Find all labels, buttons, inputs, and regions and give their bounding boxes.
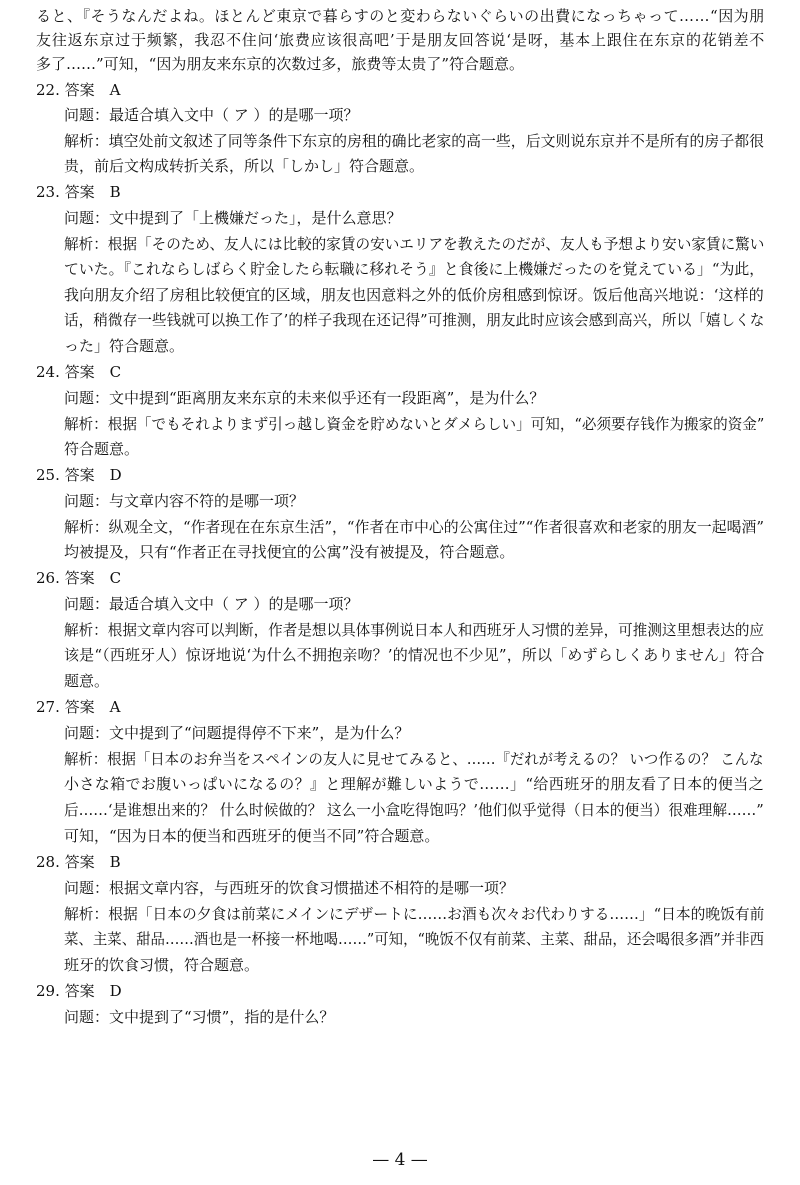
text-line: 问题：文中提到了“问题提得停不下来”，是为什么？	[64, 724, 410, 742]
answer-heading: 28. 答案 B	[36, 853, 121, 871]
text-line: 题意。	[64, 672, 110, 690]
text-line: 解析：填空处前文叙述了同等条件下东京的房租的确比老家的高一些，后文则说东京并不是所有的房子都很	[64, 132, 765, 150]
answer-heading: 25. 答案 D	[36, 466, 122, 484]
text-line: 问题：文中提到了“习惯”，指的是什么？	[64, 1008, 335, 1026]
text-line: 解析：根据「日本のお弁当をスペインの友人に見せてみると、……『だれが考えるの？ いつ作るの？ こんな	[64, 750, 764, 768]
text-line: 该是“（西班牙人）惊讶地说‘为什么不拥抱亲吻？’的情况也不少见”，所以「めずらしくありません」符合	[64, 646, 765, 664]
text-line: 解析：根据「でもそれよりまず引っ越し資金を貯めないとダメらしい」可知，“必须要存钱作为搬家的资金”	[64, 415, 765, 433]
answer-heading: 23. 答案 B	[36, 183, 121, 201]
answer-heading: 27. 答案 A	[36, 698, 121, 716]
text-line: 后……‘是谁想出来的？ 什么时候做的？ 这么一小盒吃得饱吗？’他们似乎觉得（日本的便当）很难理解……”	[64, 801, 764, 819]
text-line: 解析：根据「そのため、友人には比較的家賃の安いエリアを教えたのだが、友人も予想より安い家賃に驚い	[64, 235, 765, 253]
page-number: — 4 —	[372, 1150, 428, 1170]
text-line: 问题：最适合填入文中（ ア ）的是哪一项？	[64, 106, 359, 124]
text-line: 解析：纵观全文，“作者现在在东京生活”，“作者在市中心的公寓住过”“作者很喜欢和老家的朋友一起喝酒”	[64, 518, 765, 536]
text-line: 贵，前后文构成转折关系，所以「しかし」符合题意。	[64, 157, 425, 175]
text-line: 友往返东京过于频繁，我忍不住问‘旅费应该很高吧’于是朋友回答说‘是呀，基本上跟住在东京的花销差不	[36, 31, 766, 49]
text-line: 我向朋友介绍了房租比较便宜的区域，朋友也因意料之外的低价房租感到惊讶。饭后他高兴地说：‘这样的	[64, 286, 764, 304]
text-line: 可知，“因为日本的便当和西班牙的便当不同”符合题意。	[64, 827, 440, 845]
answer-heading: 26. 答案 C	[36, 569, 122, 587]
text-line: 问题：最适合填入文中（ ア ）的是哪一项？	[64, 595, 359, 613]
text-line: 班牙的饮食习惯，符合题意。	[64, 956, 260, 974]
answer-heading: 24. 答案 C	[36, 363, 122, 381]
answer-heading: 29. 答案 D	[36, 982, 122, 1000]
text-line: 菜、主菜、甜品……酒也是一杯接一杯地喝……”可知，“晚饭不仅有前菜、主菜、甜品，还会喝很多酒”并非西	[64, 930, 765, 948]
text-line: 话，稍微存一些钱就可以换工作了’的样子我现在还记得”可推测，朋友此时应该会感到高兴，所以「嬉しくな	[64, 311, 765, 329]
text-line: ていた。『これならしばらく貯金したら転職に移れそう』と食後に上機嫌だったのを覚えている」“为此，	[64, 260, 765, 278]
text-line: 小さな箱でお腹いっぱいになるの？』と理解が難しいようで……」“给西班牙的朋友看了日本的便当之	[64, 775, 765, 793]
text-line: った」符合题意。	[64, 337, 185, 355]
text-line: 均被提及，只有“作者正在寻找便宜的公寓”没有被提及，符合题意。	[64, 543, 515, 561]
text-line: 问题：文中提到了「上機嫌だった」，是什么意思？	[64, 209, 402, 227]
text-line: ると、『そうなんだよね。ほとんど東京で暮らすのと変わらないぐらいの出費になっちゃって……“因为朋	[36, 7, 765, 25]
answer-heading: 22. 答案 A	[36, 81, 121, 99]
text-line: 多了……”可知，“因为朋友来东京的次数过多，旅费等太贵了”符合题意。	[36, 55, 525, 73]
text-line: 解析：根据文章内容可以判断，作者是想以具体事例说日本人和西班牙人习惯的差异，可推测这里想表达的应	[64, 621, 765, 639]
text-line: 解析：根据「日本の夕食は前菜にメインにデザートに……お酒も次々お代わりする……」“日本的晚饭有前	[64, 905, 765, 923]
text-line: 符合题意。	[64, 440, 140, 458]
text-line: 问题：根据文章内容，与西班牙的饮食习惯描述不相符的是哪一项？	[64, 879, 515, 897]
text-line: 问题：文中提到“距离朋友来东京的未来似乎还有一段距离”，是为什么？	[64, 389, 545, 407]
text-line: 问题：与文章内容不符的是哪一项？	[64, 492, 305, 510]
